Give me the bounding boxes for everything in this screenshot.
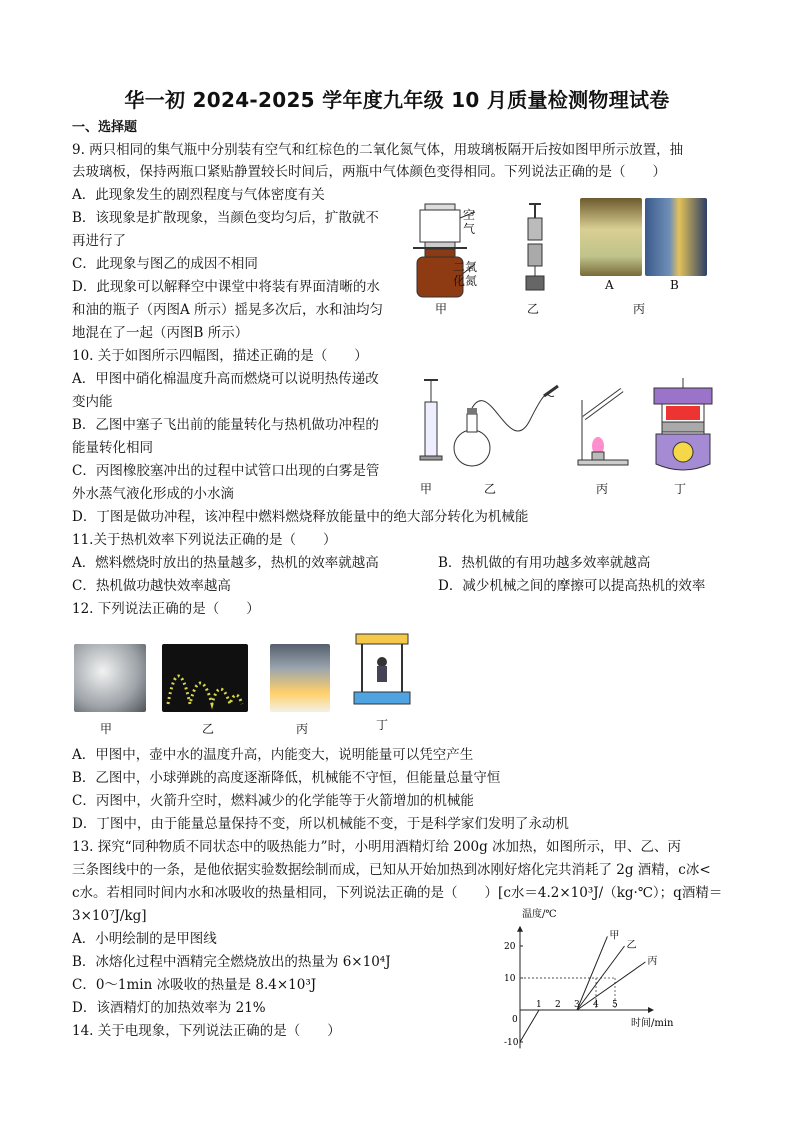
q12-figure-group bbox=[74, 630, 434, 740]
q10-option-c-line1: C．丙图橡胶塞冲出的过程中试管口出现的白雾是管 bbox=[72, 463, 380, 479]
y-axis-label: 温度/℃ bbox=[522, 909, 557, 920]
caption-bing: 丙 bbox=[633, 302, 646, 316]
y-tick-label: 10 bbox=[504, 974, 516, 984]
q10-option-a-line1: A．甲图中硝化棉温度升高而燃烧可以说明热传递改 bbox=[72, 371, 379, 387]
q11-option-a: A．燃料燃烧时放出的热量越多，热机的效率就越高 bbox=[72, 555, 379, 571]
kettle-photo bbox=[74, 644, 146, 712]
caption-jia: 甲 bbox=[100, 722, 113, 736]
caption-yi: 乙 bbox=[484, 482, 497, 496]
q13-option-c: C．0～1min 冰吸收的热量是 8.4×10³J bbox=[72, 977, 317, 993]
label-no2-2: 化氮 bbox=[453, 274, 478, 288]
water-oil-photo-a bbox=[580, 198, 642, 276]
q9-option-c: C．此现象与图乙的成因不相同 bbox=[72, 256, 258, 272]
test-tube-heating-figure bbox=[572, 380, 632, 470]
y-axis-arrow bbox=[517, 926, 523, 932]
caption-bing: 丙 bbox=[296, 722, 309, 736]
q9-option-d-line1: D．此现象可以解释空中课堂中将装有界面清晰的水 bbox=[72, 279, 380, 295]
photo-label-b: B bbox=[670, 278, 679, 292]
q9-stem-line1: 9. 两只相同的集气瓶中分别装有空气和红棕色的二氧化氮气体，用玻璃板隔开后按如图甲所示放置，抽 bbox=[72, 142, 684, 158]
series-label-3: 丙 bbox=[647, 956, 658, 967]
q11-option-b: B．热机做的有用功越多效率就越高 bbox=[438, 555, 651, 571]
caption-bing: 丙 bbox=[596, 482, 609, 496]
q9-option-b-line1: B．该现象是扩散现象，当颜色变均匀后，扩散就不 bbox=[72, 210, 379, 226]
perpetual-motion-figure bbox=[350, 630, 414, 712]
water-oil-photo-b bbox=[645, 198, 707, 276]
q13-option-a: A．小明绘制的是甲图线 bbox=[72, 931, 217, 947]
engine-cylinder-figure bbox=[648, 376, 718, 476]
q11-option-d: D．减少机械之间的摩擦可以提高热机的效率 bbox=[438, 578, 706, 594]
temperature-time-chart bbox=[500, 905, 716, 1055]
x-tick-label: 3 bbox=[574, 1000, 580, 1010]
bouncing-ball-trace bbox=[162, 644, 248, 712]
q11-option-c: C．热机做功越快效率越高 bbox=[72, 578, 231, 594]
section-heading: 一、选择题 bbox=[72, 120, 138, 135]
lead-cylinders-figure bbox=[515, 202, 555, 302]
q9-option-a: A．此现象发生的剧烈程度与气体密度有关 bbox=[72, 187, 325, 203]
q9-figure-group bbox=[405, 198, 720, 318]
flask-cork-figure bbox=[450, 380, 560, 470]
q10-option-d: D．丁图是做功冲程，该冲程中燃料燃烧释放能量中的绝大部分转化为机械能 bbox=[72, 509, 529, 525]
q9-stem-line2: 去玻璃板，保持两瓶口紧贴静置较长时间后，两瓶中气体颜色变得相同。下列说法正确的是（ ） bbox=[72, 164, 666, 180]
q12-option-c: C．丙图中，火箭升空时，燃料减少的化学能等于火箭增加的机械能 bbox=[72, 793, 474, 809]
x-tick-label: 2 bbox=[555, 1000, 561, 1010]
q10-option-a-line2: 变内能 bbox=[72, 394, 113, 410]
label-no2-1: 二氧 bbox=[453, 260, 478, 274]
caption-yi: 乙 bbox=[527, 302, 540, 316]
q10-option-b-line2: 能量转化相同 bbox=[72, 440, 153, 456]
x-tick-label: 1 bbox=[536, 1000, 542, 1010]
q9-option-d-line2: 和油的瓶子（丙图A 所示）摇晃多次后，水和油均匀 bbox=[72, 302, 384, 318]
x-axis-arrow bbox=[648, 1007, 654, 1013]
x-tick-label: 5 bbox=[612, 1000, 618, 1010]
x-tick-label: 4 bbox=[593, 1000, 599, 1010]
caption-jia: 甲 bbox=[420, 482, 433, 496]
q12-option-a: A．甲图中，壶中水的温度升高，内能变大，说明能量可以凭空产生 bbox=[72, 747, 474, 763]
q10-option-c-line2: 外水蒸气液化形成的小水滴 bbox=[72, 486, 234, 502]
label-air-2: 气 bbox=[463, 222, 476, 236]
y-tick-label: -10 bbox=[504, 1038, 519, 1048]
q14-stem: 14. 关于电现象，下列说法正确的是（ ） bbox=[72, 1023, 341, 1039]
q13-stem-line4: 3×10⁷J/kg] bbox=[72, 908, 147, 924]
series-line-1 bbox=[520, 936, 607, 1042]
q10-stem: 10. 关于如图所示四幅图，描述正确的是（ ） bbox=[72, 348, 368, 364]
q10-option-b-line1: B．乙图中塞子飞出前的能量转化与热机做功冲程的 bbox=[72, 417, 379, 433]
q9-option-b-line2: 再进行了 bbox=[72, 233, 126, 249]
label-air-1: 空 bbox=[463, 208, 476, 222]
rocket-launch-photo bbox=[270, 644, 330, 712]
q13-option-d: D．该酒精灯的加热效率为 21% bbox=[72, 1000, 266, 1016]
y-tick-label: 20 bbox=[504, 942, 516, 952]
bouncing-ball-photo bbox=[162, 644, 248, 712]
q13-stem-line1: 13. 探究“同种物质不同状态中的吸热能力”时，小明用酒精灯给 200g 冰加热，如图所示，甲、乙、丙 bbox=[72, 839, 682, 855]
series-label-2: 乙 bbox=[626, 940, 637, 951]
q13-stem-line3: c水。若相同时间内水和冰吸收的热量相同，下列说法正确的是（ ）[c水＝4.2×10³J/（kg·℃）；q酒精＝ bbox=[72, 885, 723, 901]
q12-option-b: B．乙图中，小球弹跳的高度逐渐降低，机械能不守恒，但能量总量守恒 bbox=[72, 770, 501, 786]
q9-option-d-line3: 地混在了一起（丙图B 所示） bbox=[72, 325, 249, 341]
compression-syringe-figure bbox=[416, 376, 446, 466]
caption-yi: 乙 bbox=[202, 722, 215, 736]
photo-label-a: A bbox=[605, 278, 614, 292]
caption-jia: 甲 bbox=[435, 302, 448, 316]
q12-stem: 12. 下列说法正确的是（ ） bbox=[72, 601, 260, 617]
q13-stem-line2: 三条图线中的一条，是他依据实验数据绘制而成，已知从开始加热到冰刚好熔化完共消耗了 2g 酒精，c冰< bbox=[72, 862, 711, 878]
series-label-1: 甲 bbox=[609, 930, 620, 942]
caption-ding: 丁 bbox=[674, 482, 687, 496]
q11-stem: 11.关于热机效率下列说法正确的是（ ） bbox=[72, 532, 337, 548]
x-axis-label: 时间/min bbox=[631, 1018, 674, 1029]
q12-option-d: D．丁图中，由于能量总量保持不变，所以机械能不变，于是科学家们发明了永动机 bbox=[72, 816, 569, 832]
q10-figure-group bbox=[412, 376, 722, 496]
x-tick-label: 0 bbox=[512, 1015, 518, 1025]
q13-option-b: B．冰熔化过程中酒精完全燃烧放出的热量为 6×10⁴J bbox=[72, 954, 391, 970]
page-title: 华一初 2024-2025 学年度九年级 10 月质量检测物理试卷 bbox=[124, 88, 670, 112]
caption-ding: 丁 bbox=[376, 718, 389, 732]
